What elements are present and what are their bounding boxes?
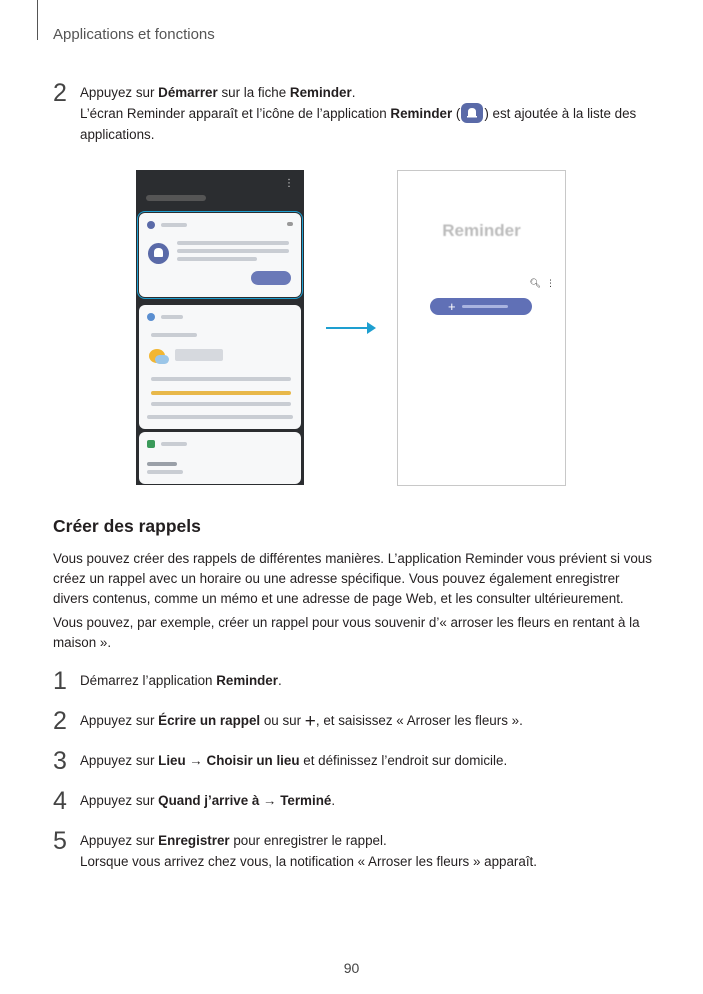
step-text: [80, 790, 335, 812]
text-run: Démarrez l’application: [80, 673, 217, 688]
bold-run: Reminder: [289, 85, 352, 100]
step-top: [53, 79, 637, 145]
step-number: 1: [53, 667, 67, 695]
blurred-text: [151, 402, 291, 406]
blurred-text: [177, 249, 289, 253]
text-run: Appuyez sur: [80, 713, 159, 728]
weather-card: [139, 305, 301, 429]
calendar-card: [139, 432, 301, 484]
step-text: [80, 710, 523, 732]
step-number: 2: [53, 707, 67, 735]
step-4: [53, 787, 336, 815]
step-3: [53, 747, 508, 775]
step-text: [80, 82, 636, 145]
step-text: [80, 830, 537, 872]
close-icon: [287, 222, 293, 226]
blurred-text: [161, 315, 183, 319]
bold-run: Reminder: [216, 673, 278, 688]
more-options-icon: ⋮: [546, 278, 555, 288]
text-run: .: [331, 793, 336, 808]
bold-run: Écrire un rappel: [158, 713, 261, 728]
write-reminder-button: [430, 298, 532, 315]
step-1: [53, 667, 282, 695]
plus-icon: +: [304, 711, 316, 732]
blurred-temperature: [175, 349, 223, 361]
bold-run: Quand j’arrive à: [158, 793, 260, 808]
header-rule: [37, 0, 38, 40]
blurred-text: [147, 415, 293, 419]
step-number: 5: [53, 827, 67, 855]
text-run: Appuyez sur: [80, 793, 159, 808]
blurred-text: [161, 442, 187, 446]
section-header: Applications et fonctions: [53, 26, 215, 43]
step-number: 2: [53, 79, 67, 107]
reminder-app-icon: [461, 103, 483, 123]
bell-icon: [148, 243, 169, 264]
bold-run: Démarrer: [158, 85, 218, 100]
blurred-text: [177, 257, 257, 261]
toolbar-icons: [530, 278, 555, 289]
text-run: applications.: [80, 127, 155, 142]
blurred-text: [177, 241, 289, 245]
text-run: (: [452, 106, 461, 121]
transition-arrow: [326, 327, 374, 329]
text-run: L’écran Reminder apparaît et l’icône de l’application: [80, 106, 391, 121]
screenshot-edge-panel: [136, 170, 304, 485]
blurred-text: [151, 377, 291, 381]
text-run: pour enregistrer le rappel.: [229, 833, 387, 848]
blurred-text: [147, 470, 183, 474]
plus-icon: +: [448, 299, 456, 314]
weather-small-icon: [147, 313, 155, 321]
more-options-icon: ⋮: [284, 178, 294, 189]
text-run: ou sur: [260, 713, 305, 728]
blurred-text: [151, 333, 197, 337]
bold-run: Choisir un lieu: [206, 753, 300, 768]
text-run: et définissez l’endroit sur domicile.: [299, 753, 508, 768]
blurred-text: [462, 305, 508, 308]
bold-run: Terminé: [280, 793, 332, 808]
cloud-icon: [155, 355, 169, 364]
text-run: , et saisissez « Arroser les fleurs ».: [315, 713, 523, 728]
page-number: 90: [343, 960, 360, 976]
text-run: Appuyez sur: [80, 85, 159, 100]
bold-run: Reminder: [390, 106, 453, 121]
forecast-icons: [151, 391, 291, 395]
paragraph-intro: Vous pouvez créer des rappels de différentes manières. L’application Reminder vous prévient si vous créez un rappel avec un horaire ou une adresse spécifique. Vous pouvez également enregistrer divers contenus, comme un mémo et une adresse de page Web, et les consulter ultérieurement.: [53, 551, 652, 606]
step-number: 4: [53, 787, 67, 815]
calendar-small-icon: [147, 440, 155, 448]
text-run: .: [277, 673, 282, 688]
section-title: Créer des rappels: [53, 516, 201, 536]
step-text: [80, 750, 507, 772]
text-run: ) est ajoutée à la liste des: [484, 106, 637, 121]
bold-run: Lieu: [158, 753, 186, 768]
text-run: Appuyez sur: [80, 753, 159, 768]
bold-run: Enregistrer: [158, 833, 230, 848]
reminder-card: [139, 213, 301, 297]
blurred-text: [161, 223, 187, 227]
app-title: Reminder: [442, 221, 521, 240]
search-icon: 🔍︎: [529, 278, 541, 288]
arrow-text: →: [185, 753, 207, 768]
blurred-text: [147, 462, 177, 466]
step-2: [53, 707, 523, 735]
paragraph-example: Vous pouvez, par exemple, créer un rappel pour vous souvenir d’« arroser les fleurs en rentant à la maison ».: [53, 615, 640, 650]
step-5: [53, 827, 538, 872]
text-run: Appuyez sur: [80, 833, 159, 848]
reminder-small-icon: [147, 221, 155, 229]
text-run: .: [351, 85, 356, 100]
text-run: sur la fiche: [217, 85, 290, 100]
screenshot-reminder-app: [397, 170, 566, 486]
step-text: [80, 670, 282, 692]
start-button: [251, 271, 291, 285]
blurred-title: [146, 195, 206, 201]
step-number: 3: [53, 747, 67, 775]
text-run: Lorsque vous arrivez chez vous, la notification « Arroser les fleurs » apparaît.: [80, 854, 538, 869]
arrow-text: →: [259, 793, 281, 808]
